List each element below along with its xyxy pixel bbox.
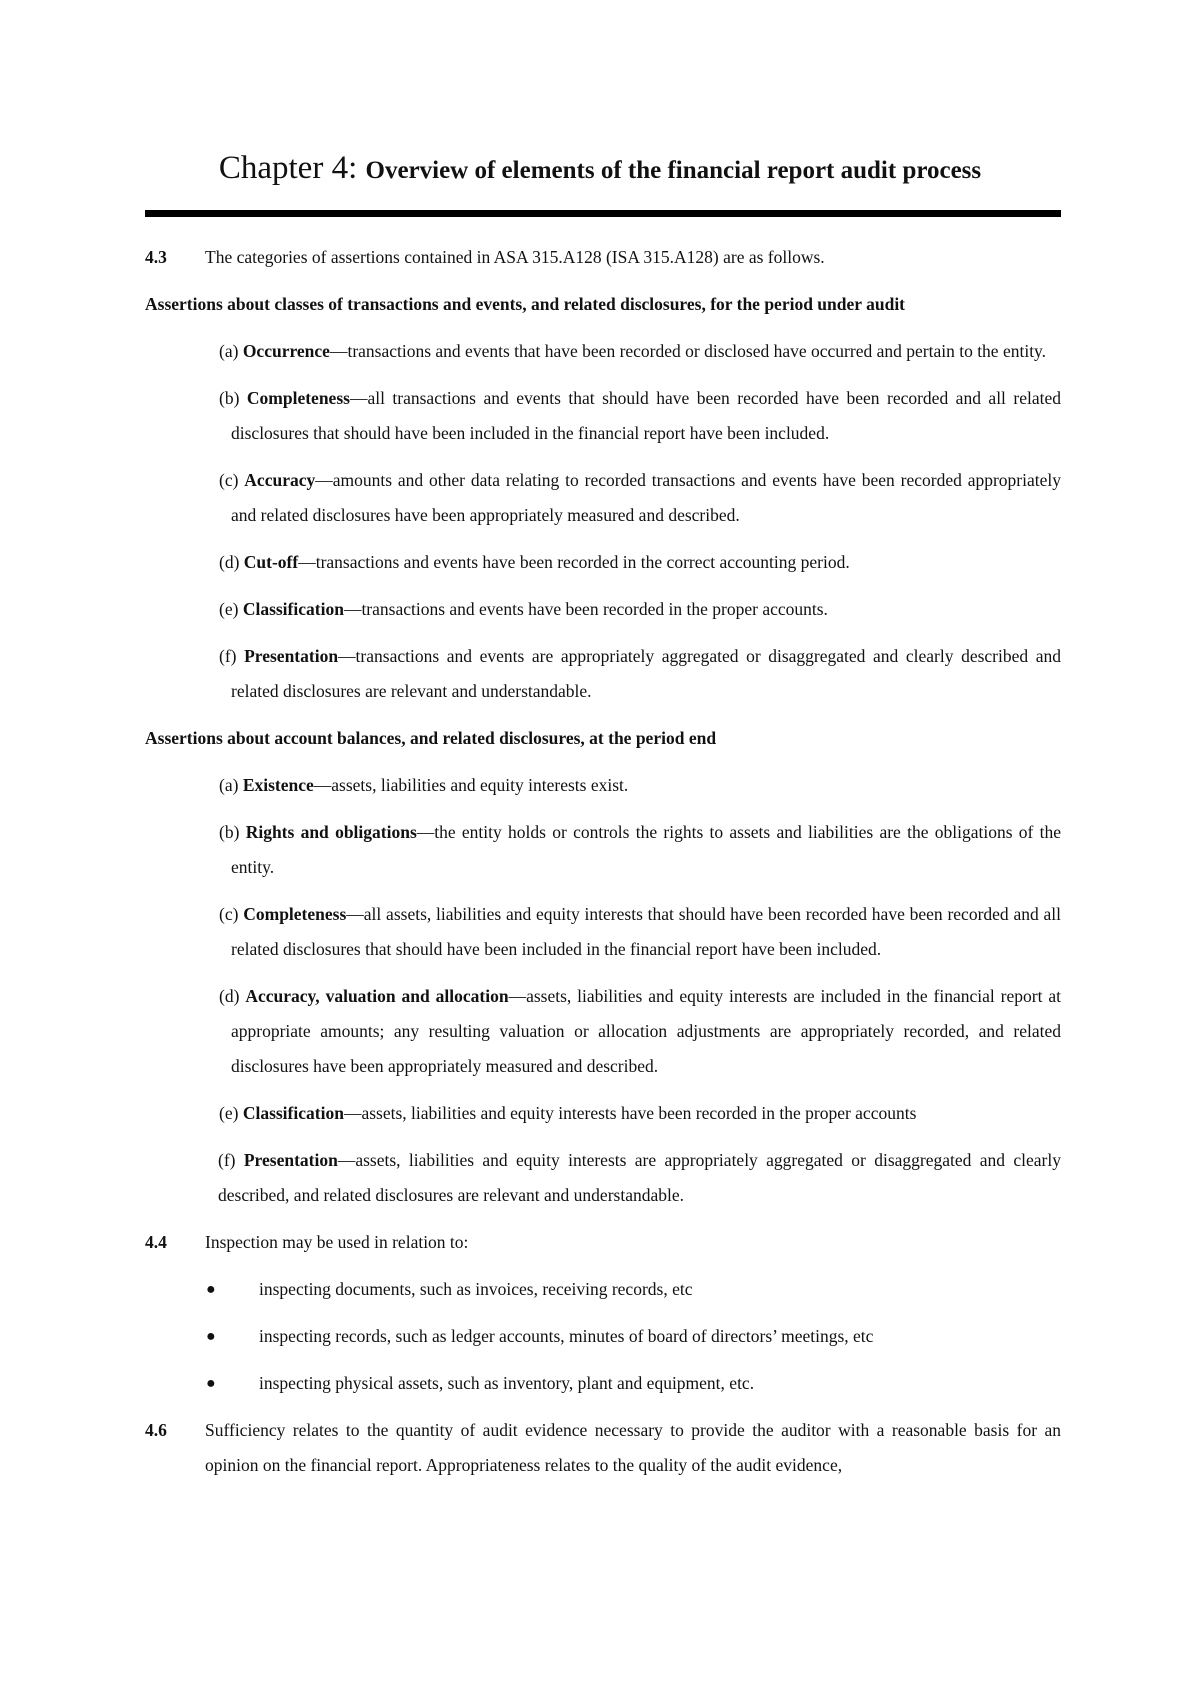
transactions-item-f (219, 639, 1061, 709)
section-number: 4.3 (145, 247, 167, 267)
item-label: (d) (219, 552, 240, 572)
item-text: —transactions and events are appropriately aggregated or disaggregated and clearly described and related disclosures are relevant and understandable. (231, 646, 1061, 701)
item-label: (a) (219, 341, 239, 361)
item-text: —amounts and other data relating to recorded transactions and events have been recorded appropriately and related disclosures have been appropriately measured and described. (231, 470, 1061, 525)
transactions-item-d (219, 545, 1061, 580)
bullet-icon: ● (206, 1328, 216, 1345)
section-4-3 (145, 240, 1061, 275)
section-text: Inspection may be used in relation to: (205, 1232, 469, 1252)
page-title (0, 146, 1200, 193)
section-number: 4.4 (145, 1232, 167, 1252)
balances-heading: Assertions about account balances, and related disclosures, at the period end (145, 728, 717, 748)
title-divider (145, 210, 1061, 217)
section-number: 4.6 (145, 1420, 167, 1440)
item-term: Accuracy, valuation and allocation (245, 986, 509, 1006)
item-label: (a) (219, 775, 239, 795)
balances-item-a (219, 768, 1061, 803)
bullet-text: inspecting physical assets, such as inventory, plant and equipment, etc. (259, 1373, 755, 1393)
item-term: Completeness (243, 904, 347, 924)
item-label: (f) (219, 646, 237, 666)
section-4-4 (145, 1225, 1061, 1260)
item-term: Accuracy (244, 470, 316, 490)
item-text: —assets, liabilities and equity interests have been recorded in the proper accounts (343, 1103, 917, 1123)
item-label: (b) (219, 822, 240, 842)
item-text: —transactions and events that have been recorded or disclosed have occurred and pertain to the entity. (329, 341, 1047, 361)
item-term: Rights and obligations (245, 822, 417, 842)
transactions-item-c (219, 463, 1061, 533)
item-text: —assets, liabilities and equity interests exist. (313, 775, 629, 795)
item-term: Classification (242, 599, 344, 619)
section-text: Sufficiency relates to the quantity of audit evidence necessary to provide the auditor with a reasonable basis for an opinion on the financial report. Appropriateness relates to the quality of the audit evidence, (205, 1420, 1061, 1475)
item-label: (c) (219, 904, 239, 924)
balances-item-f (218, 1143, 1061, 1213)
item-term: Presentation (244, 646, 339, 666)
item-term: Classification (242, 1103, 344, 1123)
item-text: —the entity holds or controls the rights to assets and liabilities are the obligations of the entity. (231, 822, 1062, 877)
balances-item-d (219, 979, 1061, 1084)
item-term: Cut-off (243, 552, 299, 572)
bullet-icon: ● (206, 1375, 216, 1392)
item-text: —all transactions and events that should have been recorded have been recorded and all related disclosures that should have been included in the financial report have been included. (231, 388, 1061, 443)
bullet-item (145, 1366, 1061, 1401)
bullet-text: inspecting records, such as ledger accounts, minutes of board of directors’ meetings, etc (259, 1326, 874, 1346)
chapter-label: Chapter 4: (218, 150, 358, 186)
bullet-text: inspecting documents, such as invoices, receiving records, etc (259, 1279, 693, 1299)
bullet-icon: ● (206, 1281, 216, 1298)
item-term: Existence (242, 775, 314, 795)
item-label: (c) (219, 470, 239, 490)
chapter-title: Overview of elements of the financial report audit process (365, 157, 982, 184)
item-label: (f) (218, 1150, 236, 1170)
transactions-item-b (219, 381, 1061, 451)
transactions-item-e (219, 592, 1061, 627)
bullet-item (145, 1272, 1061, 1307)
transactions-heading: Assertions about classes of transactions and events, and related disclosures, for the period under audit (145, 294, 906, 314)
item-text: —transactions and events have been recorded in the correct accounting period. (298, 552, 850, 572)
item-term: Presentation (243, 1150, 338, 1170)
balances-item-b (219, 815, 1061, 885)
item-label: (e) (219, 1103, 239, 1123)
section-text: The categories of assertions contained in ASA 315.A128 (ISA 315.A128) are as follows. (205, 247, 825, 267)
item-term: Occurrence (242, 341, 330, 361)
bullet-item (145, 1319, 1061, 1354)
item-text: —assets, liabilities and equity interests are appropriately aggregated or disaggregated and clearly described, and related disclosures are relevant and understandable. (218, 1150, 1062, 1205)
item-text: —all assets, liabilities and equity interests that should have been recorded have been recorded and all related disclosures that should have been included in the financial report have been included. (231, 904, 1061, 959)
document-body (145, 240, 1061, 1495)
item-label: (d) (219, 986, 240, 1006)
balances-item-c (219, 897, 1061, 967)
item-label: (e) (219, 599, 239, 619)
section-4-6 (145, 1413, 1061, 1483)
item-text: —transactions and events have been recorded in the proper accounts. (343, 599, 828, 619)
item-label: (b) (219, 388, 240, 408)
item-text: —assets, liabilities and equity interests are included in the financial report at appropriate amounts; any resulting valuation or allocation adjustments are appropriately recorded, and related disclosures have been appropriately measured and described. (231, 986, 1062, 1076)
transactions-item-a (219, 334, 1061, 369)
balances-item-e (219, 1096, 1061, 1131)
item-term: Completeness (246, 388, 350, 408)
